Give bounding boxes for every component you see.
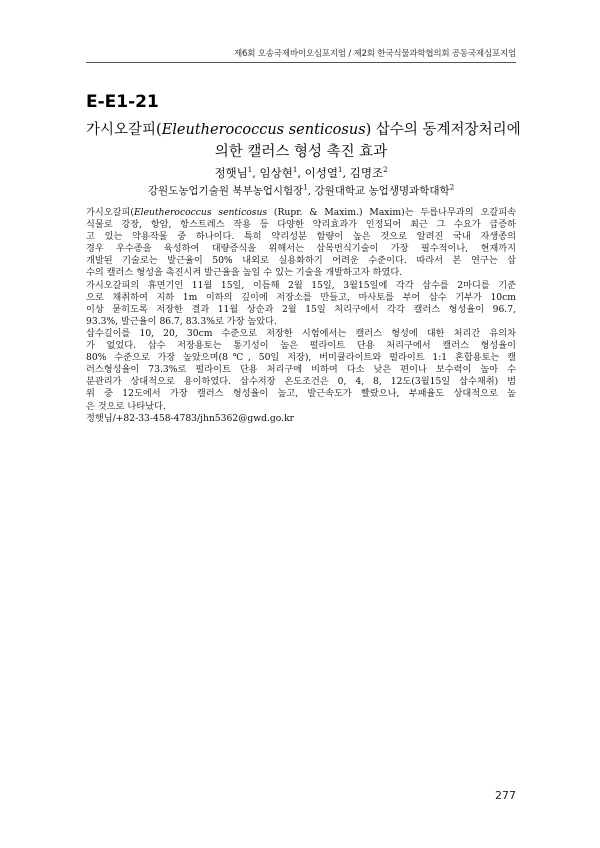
page-number: 277 xyxy=(495,789,516,802)
abstract-line: 가시오갈피의 휴면기인 11월 15일, 이듬해 2월 15일, 3월15일에 각각 삽수를 2마디를 기준 xyxy=(86,279,516,291)
author-list: 정햇님$^1$, 임상현$^1$, 이성열$^1$, 김명조$^2$ xyxy=(214,166,388,180)
author: 이성열 xyxy=(304,166,338,180)
affiliations: 강원도농업기술원 북부농업시험장$^1$, 강원대학교 농업생명과학대학$^2$ xyxy=(147,183,455,197)
abstract-line: 은 것으로 나타났다. xyxy=(86,400,166,412)
abstract-line: 으로 채취하여 지하 1m 이하의 깊이에 저장소를 만들고, 마사토를 부어 삽수 기부가 10cm xyxy=(86,291,516,303)
paper-title xyxy=(86,119,521,163)
affiliation-sup: 1 xyxy=(303,183,308,192)
affiliation: 강원대학교 농업생명과학대학 xyxy=(314,185,450,197)
abstract-prefix: 가시오갈피( xyxy=(86,207,134,218)
author: 정햇님 xyxy=(214,166,248,180)
author-sup: 1 xyxy=(337,166,343,175)
title-prefix: 가시오갈피( xyxy=(86,122,162,138)
abstract-body xyxy=(86,207,516,425)
author: 임상현 xyxy=(259,166,293,180)
header-rule xyxy=(86,62,516,63)
affiliation: 강원도농업기술원 북부농업시험장 xyxy=(147,185,304,197)
abstract-line: 러스형성율이 73.3%로 펄라이트 단용 처리구에 비하여 다소 낮은 편이나 보수력이 높아 수 xyxy=(86,364,516,376)
abstract-line: 수의 캘러스 형성을 촉진시켜 발근율을 높일 수 있는 기술을 개발하고자 하였다. xyxy=(86,267,403,279)
abstract-line: 위 중 12도에서 가장 캘러스 형성율이 높고, 발근속도가 빨랐으나, 부패율도 상대적으로 높 xyxy=(86,388,516,400)
author: 김명조 xyxy=(349,166,384,180)
author-sup: 1 xyxy=(247,166,253,175)
running-header: 제6회 오송국제바이오심포지엄 / 제2회 한국식물과학협의회 공동국제심포지엄 xyxy=(234,49,516,59)
abstract-line: 삽수길이를 10, 20, 30cm 수준으로 저장한 시험에서는 캘러스 형성에 대한 처리간 유의차 xyxy=(86,327,516,339)
title-species: Eleutherococcus senticosus xyxy=(161,122,366,138)
contact-line: 정햇님/+82-33-458-4783/jhn5362@gwd.go.kr xyxy=(86,412,295,424)
abstract-line-rest: (Rupr. & Maxim.) Maxim)는 두릅나무과의 오갈피속 xyxy=(267,207,516,218)
title-line-1 xyxy=(86,119,521,141)
abstract-line: 경우 우수종을 육성하여 대량증식을 위해서는 삽목번식기술이 가장 필수적이나, 현재까지 xyxy=(86,243,516,255)
author-sup: 2 xyxy=(383,166,388,175)
abstract-line: 93.3%, 발근율이 86.7, 83.3%로 가장 높았다. xyxy=(86,315,277,327)
abstract-line: 이상 묻히도록 저장한 결과 11월 상순과 2월 15일 처리구에서 각각 캘러스 형성율이 96.7, xyxy=(86,303,516,315)
abstract-line xyxy=(86,207,516,219)
abstract-code: E-E1-21 xyxy=(86,92,159,112)
abstract-line: 고 있는 약용작물 중 하나이다. 특히 약리성분 함량이 높은 것으로 알려진 국내 자생종의 xyxy=(86,231,516,243)
abstract-line: 분관리가 상대적으로 용이하였다. 삽수저장 온도조건은 0, 4, 8, 12도(3월15일 삽수채취) 범 xyxy=(86,376,516,388)
abstract-species: Eleutherococcus senticosus xyxy=(133,207,268,218)
affiliation-sup: 2 xyxy=(449,183,455,192)
abstract-line: 식물로 강장, 항암, 항스트레스 작용 등 다양한 약리효과가 인정되어 최근 그 수요가 급증하 xyxy=(86,219,516,231)
abstract-line: 80% 수준으로 가장 높았으며(8℃, 50일 저장), 버미큘라이트와 펄라이트 1:1 혼합용토는 캘 xyxy=(86,352,516,364)
abstract-line: 개발된 기술로는 발근율이 50% 내외로 실용화하기 어려운 수준이다. 따라서 본 연구는 삽 xyxy=(86,255,516,267)
title-suffix: ) 삽수의 동계저장처리에 xyxy=(365,122,521,138)
title-line-2: 의한 캘러스 형성 촉진 효과 xyxy=(214,144,388,160)
author-sup: 1 xyxy=(292,166,298,175)
abstract-line: 가 없었다. 삽수 저장용토는 통기성이 높은 펄라이트 단용 처리구에서 캘러스 형성율이 xyxy=(86,340,516,352)
